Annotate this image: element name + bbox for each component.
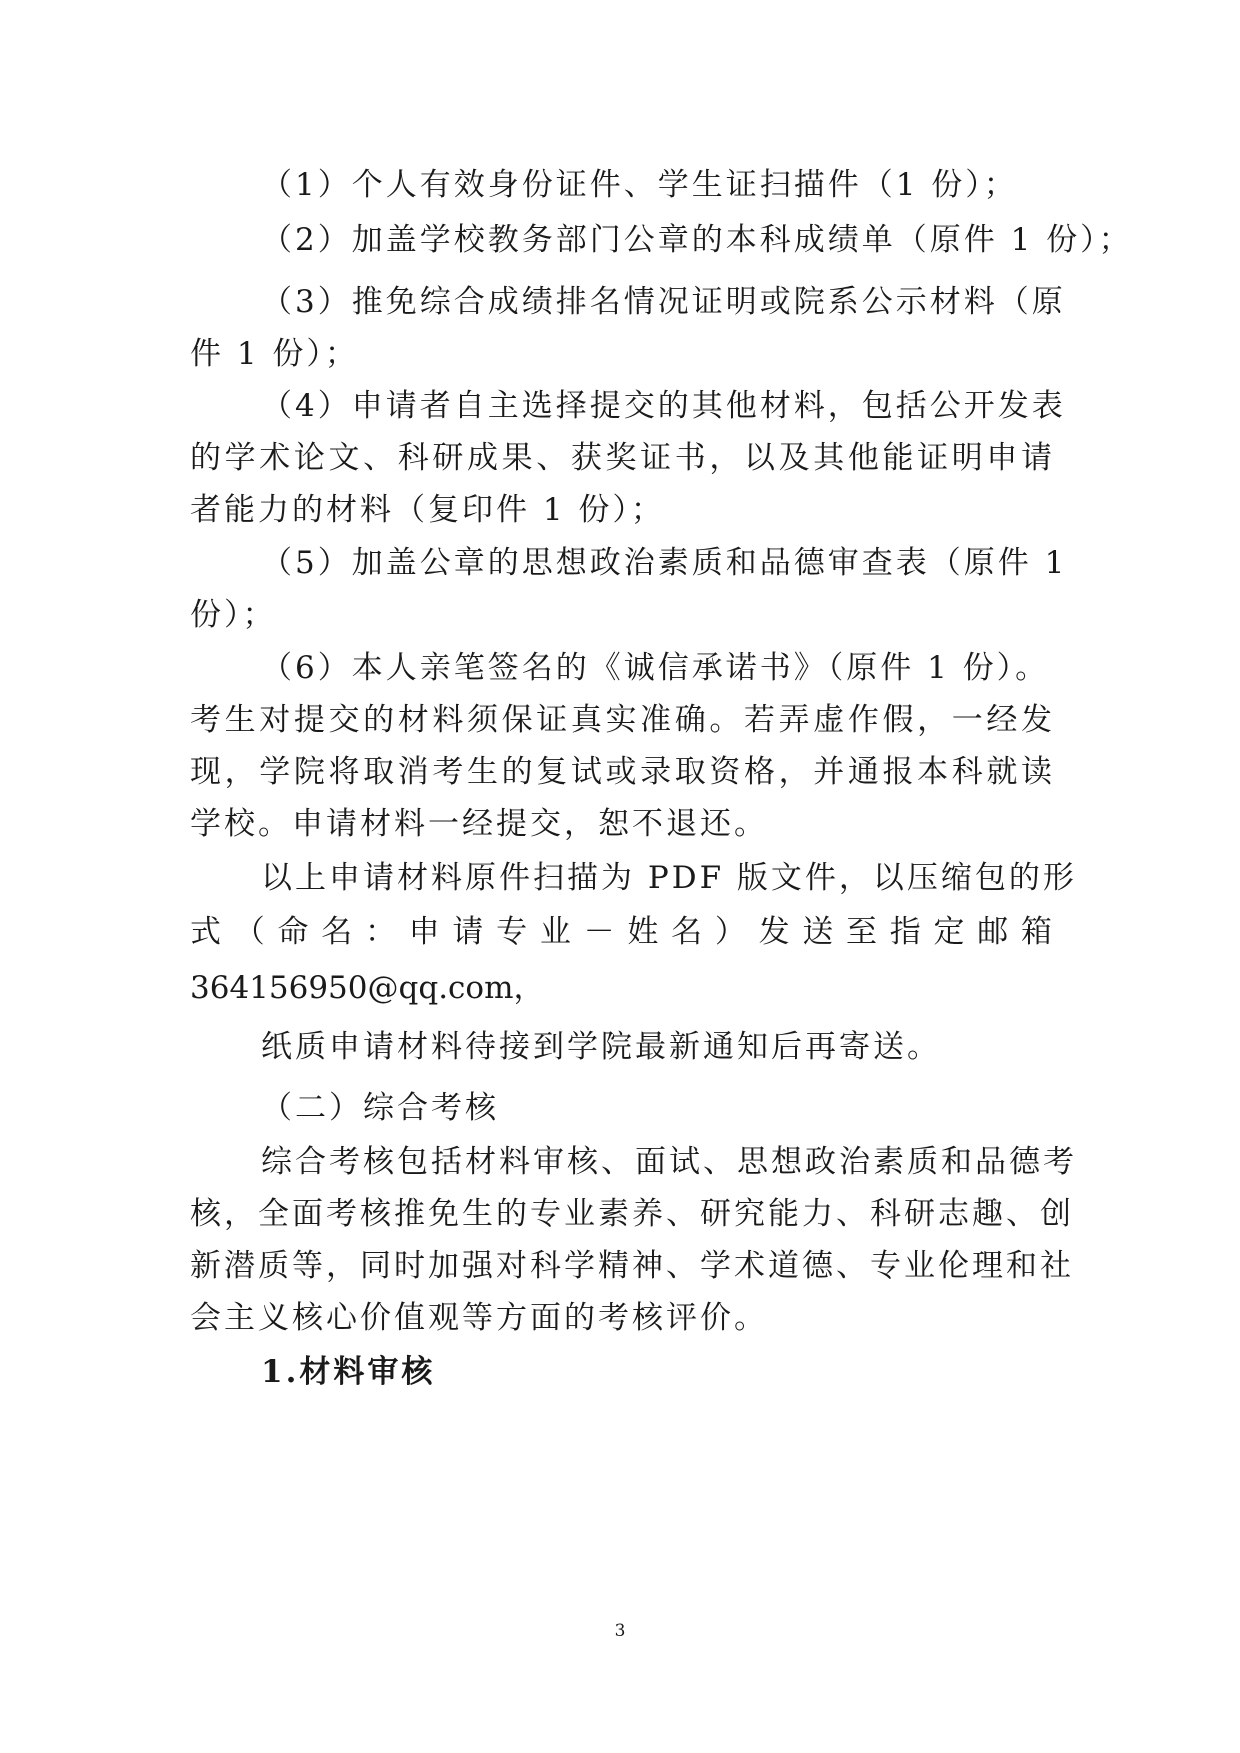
item-2-transcript: （2）加盖学校教务部门公章的本科成绩单（原件 1 份）； — [261, 222, 1133, 258]
authenticity-line1: 考生对提交的材料须保证真实准确。若弄虚作假，一经发 — [190, 702, 1055, 738]
authenticity-line3: 学校。申请材料一经提交，恕不退还。 — [190, 806, 768, 842]
subheading-material-review: 1.材料审核 — [261, 1354, 436, 1390]
item-1-id-scan: （1）个人有效身份证件、学生证扫描件（1 份）； — [261, 167, 1018, 203]
item-4-other-line2: 的学术论文、科研成果、获奖证书，以及其他能证明申请 — [190, 440, 1055, 476]
assessment-line2: 核，全面考核推免生的专业素养、研究能力、科研志趣、创 — [190, 1196, 1074, 1232]
submission-email: 364156950@qq.com， — [190, 970, 545, 1006]
item-6-pledge: （6）本人亲笔签名的《诚信承诺书》（原件 1 份）。 — [261, 650, 1050, 686]
page-number: 3 — [614, 1621, 626, 1641]
item-5-review-line2: 份）； — [190, 597, 277, 633]
authenticity-line2: 现，学院将取消考生的复试或录取资格，并通报本科就读 — [190, 754, 1055, 790]
submission-line2: 式（命名：申请专业－姓名）发送至指定邮箱 — [190, 914, 1055, 950]
assessment-line4: 会主义核心价值观等方面的考核评价。 — [190, 1300, 768, 1336]
assessment-line1: 综合考核包括材料审核、面试、思想政治素质和品德考 — [261, 1144, 1077, 1180]
assessment-line3: 新潜质等，同时加强对科学精神、学术道德、专业伦理和社 — [190, 1248, 1074, 1284]
item-3-ranking-line1: （3）推免综合成绩排名情况证明或院系公示材料（原 — [261, 284, 1066, 320]
paper-materials-note: 纸质申请材料待接到学院最新通知后再寄送。 — [261, 1029, 941, 1065]
item-4-other-line1: （4）申请者自主选择提交的其他材料，包括公开发表 — [261, 388, 1066, 424]
item-3-ranking-line2: 件 1 份）； — [190, 336, 359, 372]
item-4-other-line3: 者能力的材料（复印件 1 份）； — [190, 492, 665, 528]
item-5-review-line1: （5）加盖公章的思想政治素质和品德审查表（原件 1 — [261, 545, 1068, 581]
section-heading-comprehensive-assessment: （二）综合考核 — [261, 1090, 499, 1126]
submission-line1: 以上申请材料原件扫描为 PDF 版文件，以压缩包的形 — [261, 860, 1077, 896]
